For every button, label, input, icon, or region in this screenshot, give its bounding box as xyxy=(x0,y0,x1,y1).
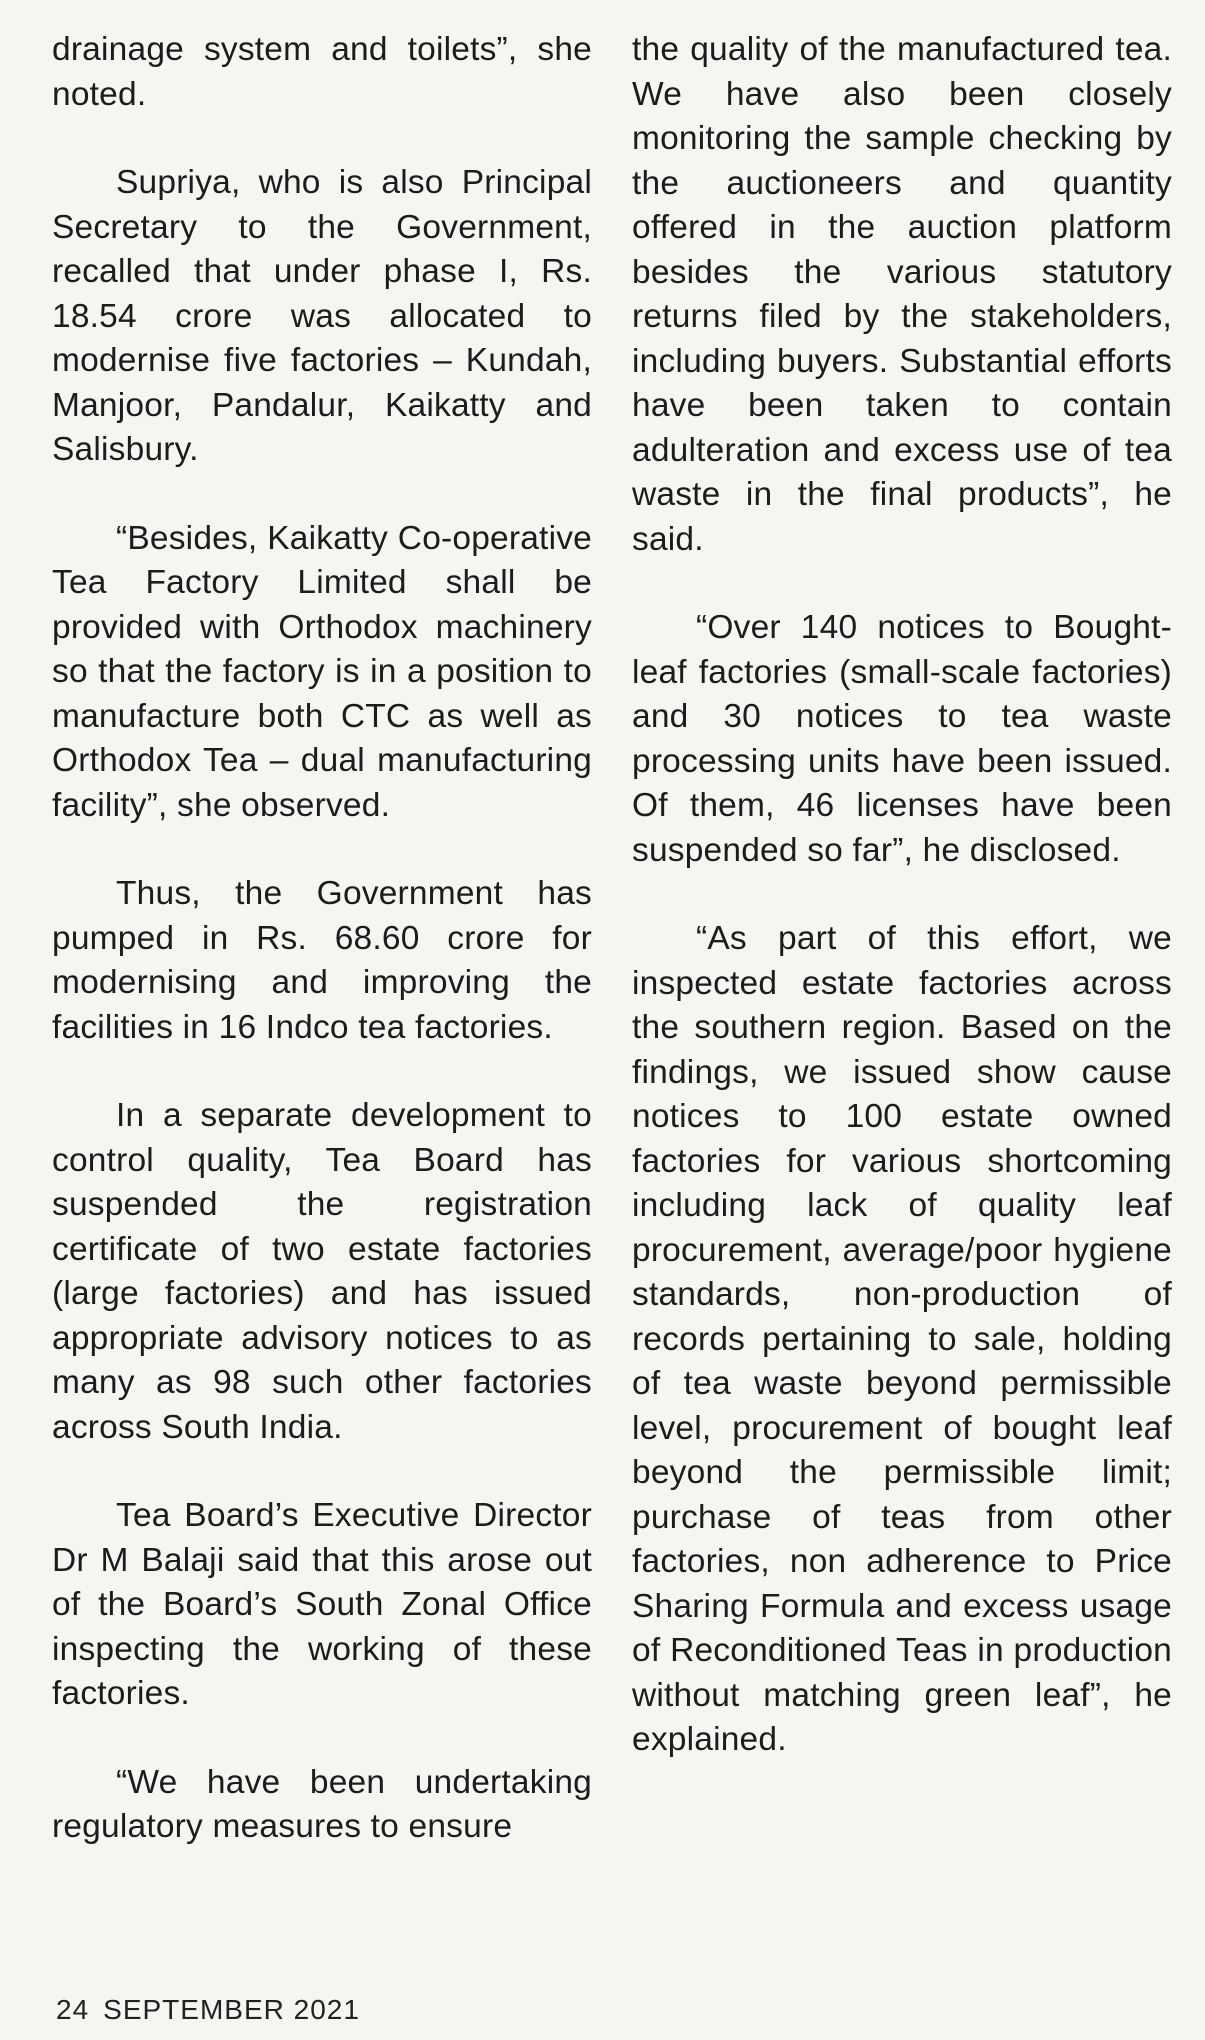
page-footer xyxy=(56,1993,360,2027)
paragraph-left-7: “We have been undertaking regulatory measures to ensure xyxy=(52,1763,592,1845)
paragraph-right-2: “Over 140 notices to Bought-leaf factories (small-scale factories) and 30 notices to tea waste processing units have been issued. Of them, 46 licenses have been suspended so far”, he disclosed. xyxy=(632,609,1172,869)
issue-date: SEPTEMBER 2021 xyxy=(103,1994,360,2025)
article-column-left xyxy=(52,28,592,1894)
page-number: 24 xyxy=(56,1994,90,2025)
paragraph-left-6: Tea Board’s Executive Director Dr M Balaji said that this arose out of the Board’s South Zonal Office inspecting the working of these factories. xyxy=(52,1497,592,1712)
paragraph-right-3: “As part of this effort, we inspected estate factories across the southern region. Based on the findings, we issued show cause notices to 100 estate owned factories for various shortcoming including lack of quality leaf procurement, average/poor hygiene standards, non-production of records pertaining to sale, holding of tea waste beyond permissible level, procurement of bought leaf beyond the permissible limit; purchase of teas from other factories, non adherence to Price Sharing Formula and excess usage of Reconditioned Teas in production without matching green leaf”, he explained. xyxy=(632,920,1172,1758)
paragraph-right-1: the quality of the manufactured tea. We have also been closely monitoring the sample checking by the auctioneers and quantity offered in the auction platform besides the various statutory returns filed by the stakeholders, including buyers. Substantial efforts have been taken to contain adulteration and excess use of tea waste in the final products”, he said. xyxy=(632,31,1172,558)
paragraph-left-5: In a separate development to control quality, Tea Board has suspended the registration certificate of two estate factories (large factories) and has issued appropriate advisory notices to as many as 98 such other factories across South India. xyxy=(52,1097,592,1446)
paragraph-left-1: drainage system and toilets”, she noted. xyxy=(52,31,592,113)
paragraph-left-4: Thus, the Government has pumped in Rs. 68.60 crore for modernising and improving the facilities in 16 Indco tea factories. xyxy=(52,875,592,1046)
paragraph-left-3: “Besides, Kaikatty Co-operative Tea Factory Limited shall be provided with Orthodox machinery so that the factory is in a position to manufacture both CTC as well as Orthodox Tea – dual manufacturing facility”, she observed. xyxy=(52,519,592,824)
article-column-right xyxy=(632,28,1172,1807)
paragraph-left-2: Supriya, who is also Principal Secretary to the Government, recalled that under phase I, Rs. 18.54 crore was allocated to modernise five factories – Kundah, Manjoor, Pandalur, Kaikatty and Salisbury. xyxy=(52,164,592,468)
